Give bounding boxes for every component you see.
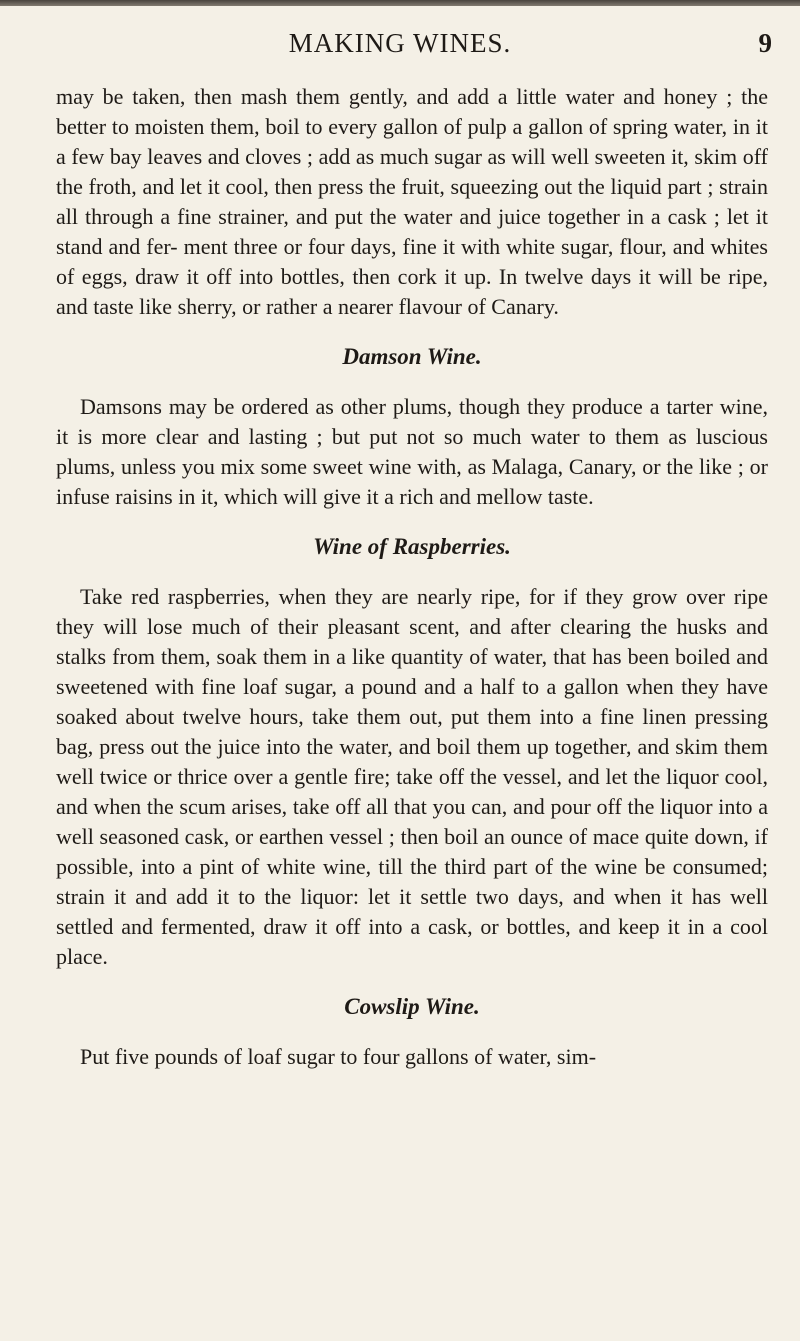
paragraph-damson-wine: Damsons may be ordered as other plums, though they produce a tarter wine, it is more clear and lasting ; but put not so much water to them as luscious plums, unless you mix some sweet wine with, as Malaga, Canary, or the like ; or infuse raisins in it, which will give it a rich and mellow taste. (56, 394, 768, 509)
page-header (0, 28, 800, 68)
page-number: 9 (758, 28, 772, 58)
paragraph-continued: may be taken, then mash them gently, and add a little water and honey ; the better to moisten them, boil to every gallon of pulp a gallon of spring water, in it a few bay leaves and cloves ; add as much sugar as will well sweeten it, skim off the froth, and let it cool, then press the fruit, squeezing out the liquid part ; strain all through a fine strainer, and put the water and juice together in a cask ; let it stand and fer- ment three or four days, fine it with white sugar, flour, and whites of eggs, draw it off into bottles, then cork it up. In twelve days it will be ripe, and taste like sherry, or rather a nearer flavour of Canary. (56, 84, 768, 319)
section-heading-damson-wine: Damson Wine. (342, 344, 482, 369)
section-heading-cowslip-wine: Cowslip Wine. (344, 994, 480, 1019)
section-heading-raspberry-wine: Wine of Raspberries. (313, 534, 511, 559)
paragraph-raspberry-wine: Take red raspberries, when they are nearly ripe, for if they grow over ripe they will lose much of their pleasant scent, and after clearing the husks and stalks from them, soak them in a like quantity of water, that has been boiled and sweetened with fine loaf sugar, a pound and a half to a gallon when they have soaked about twelve hours, take them out, put them into a fine linen pressing bag, press out the juice into the water, and boil them up together, and skim them well twice or thrice over a gentle fire; take off the vessel, and let the liquor cool, and when the scum arises, take off all that you can, and pour off the liquor into a well seasoned cask, or earthen vessel ; then boil an ounce of mace quite down, if possible, into a pint of white wine, till the third part of the wine be consumed; strain it and add it to the liquor: let it settle two days, and when it has well settled and fermented, draw it off into a cask, or bottles, and keep it in a cool place. (56, 584, 768, 969)
running-title: MAKING WINES. (288, 28, 512, 58)
page-body (56, 82, 768, 1072)
top-edge-rule (0, 0, 800, 6)
paragraph-cowslip-wine: Put five pounds of loaf sugar to four gallons of water, sim- (80, 1044, 597, 1069)
